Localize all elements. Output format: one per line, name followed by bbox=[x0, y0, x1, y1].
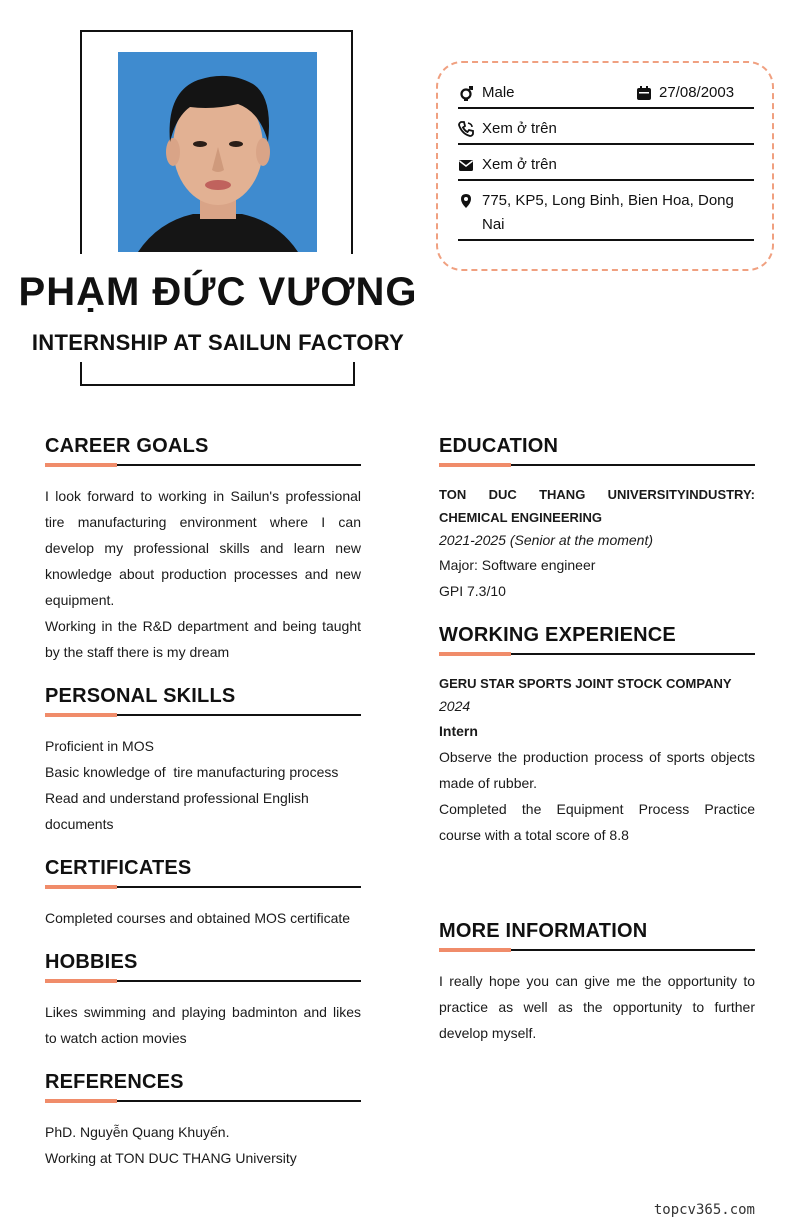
section-title: REFERENCES bbox=[45, 1071, 184, 1093]
experience-description: Observe the production process of sports objects made of rubber. bbox=[439, 749, 755, 791]
desired-position: INTERNSHIP AT SAILUN FACTORY bbox=[31, 330, 405, 355]
education-period: 2021-2025 (Senior at the moment) bbox=[439, 532, 654, 548]
section-personal-skills bbox=[45, 684, 361, 837]
skill-item: Proficient in MOS bbox=[45, 738, 154, 754]
certificate-item: Completed courses and obtained MOS certificate bbox=[45, 910, 351, 926]
contact-box bbox=[436, 61, 774, 271]
section-title: MORE INFORMATION bbox=[439, 920, 648, 942]
section-title: CAREER GOALS bbox=[45, 435, 209, 457]
experience-year: 2024 bbox=[439, 698, 471, 714]
education-major: Major: Software engineer bbox=[439, 557, 596, 573]
section-divider bbox=[45, 979, 361, 983]
calendar-icon bbox=[636, 85, 652, 101]
reference-name: PhD. Nguyễn Quang Khuyến. bbox=[45, 1124, 230, 1140]
career-goal-paragraph: Working in the R&D department and being taught by the staff there is my dream bbox=[45, 618, 361, 660]
section-title: WORKING EXPERIENCE bbox=[439, 624, 676, 646]
section-divider bbox=[439, 463, 755, 467]
envelope-icon bbox=[458, 157, 474, 173]
section-references bbox=[45, 1070, 361, 1171]
reference-workplace: Working at TON DUC THANG University bbox=[45, 1150, 297, 1166]
skill-item: Read and understand professional English documents bbox=[45, 790, 309, 832]
section-title: PERSONAL SKILLS bbox=[45, 685, 236, 707]
hobbies-text: Likes swimming and playing badminton and likes to watch action movies bbox=[45, 1004, 361, 1046]
section-certificates bbox=[45, 856, 361, 931]
contact-row-gender-dob bbox=[458, 81, 754, 109]
phone-icon bbox=[458, 121, 474, 137]
contact-row-email bbox=[458, 153, 754, 181]
gender-icon bbox=[458, 85, 474, 101]
section-divider bbox=[45, 713, 361, 717]
address-value: 775, KP5, Long Binh, Bien Hoa, Dong Nai bbox=[482, 192, 734, 233]
photo-frame-bottom bbox=[80, 362, 355, 386]
section-divider bbox=[45, 1099, 361, 1103]
section-title: CERTIFICATES bbox=[45, 857, 192, 879]
school-name: TON DUC THANG UNIVERSITYINDUSTRY: CHEMICAL ENGINEERING bbox=[439, 487, 755, 525]
section-working-experience bbox=[439, 623, 755, 848]
more-info-text: I really hope you can give me the opportunity to practice as well as the opportunity to further develop myself. bbox=[439, 973, 755, 1041]
dob-value: 27/08/2003 bbox=[659, 84, 735, 101]
candidate-name: PHẠM ĐỨC VƯƠNG bbox=[18, 270, 418, 314]
profile-photo bbox=[118, 52, 317, 252]
section-career-goals bbox=[45, 434, 361, 665]
contact-row-phone bbox=[458, 117, 754, 145]
section-divider bbox=[439, 948, 755, 952]
section-divider bbox=[45, 885, 361, 889]
company-name: GERU STAR SPORTS JOINT STOCK COMPANY bbox=[439, 676, 732, 691]
section-more-information bbox=[439, 919, 755, 1046]
section-divider bbox=[45, 463, 361, 467]
phone-value: Xem ở trên bbox=[482, 120, 557, 137]
email-value: Xem ở trên bbox=[482, 156, 557, 173]
section-hobbies bbox=[45, 950, 361, 1051]
gender-value: Male bbox=[482, 84, 515, 101]
experience-description: Completed the Equipment Process Practice course with a total score of 8.8 bbox=[439, 801, 755, 843]
section-education bbox=[439, 434, 755, 604]
brand-watermark: topcv365.com bbox=[653, 1202, 755, 1218]
map-pin-icon bbox=[458, 193, 474, 209]
section-title: EDUCATION bbox=[439, 435, 559, 457]
education-gpi: GPI 7.3/10 bbox=[439, 583, 506, 599]
section-title: HOBBIES bbox=[45, 951, 138, 973]
skill-item: Basic knowledge of tire manufacturing process bbox=[45, 764, 339, 780]
experience-role: Intern bbox=[439, 723, 478, 739]
section-divider bbox=[439, 652, 755, 656]
career-goal-paragraph: I look forward to working in Sailun's professional tire manufacturing environment where I can develop my professional skills and learn new knowledge about production processes and new equipment. bbox=[45, 488, 361, 608]
contact-row-address bbox=[458, 189, 754, 241]
